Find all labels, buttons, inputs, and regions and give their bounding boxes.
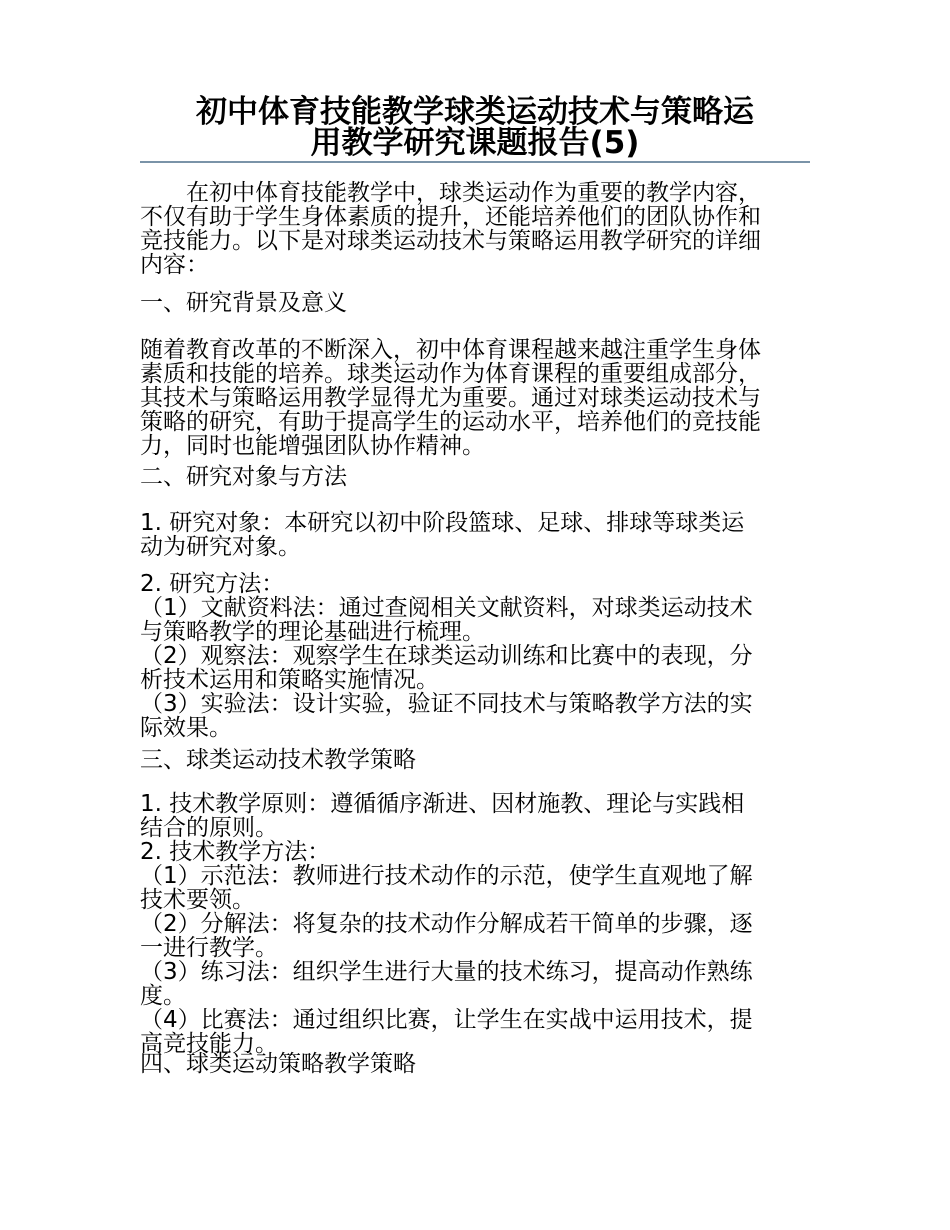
title-line-1: 初中体育技能教学球类运动技术与策略运 xyxy=(196,94,754,130)
intro-line: 在初中体育技能教学中，球类运动作为重要的教学内容， xyxy=(140,180,761,206)
section-heading-1: 一、研究背景及意义 xyxy=(140,290,347,316)
research-methods xyxy=(140,572,812,740)
background-line: 力，同时也能增强团队协作精神。 xyxy=(140,433,485,459)
strategy-line: 2. 技术教学方法： xyxy=(140,839,331,865)
strategy-line: 结合的原则。 xyxy=(140,815,278,841)
strategy-line: 技术要领。 xyxy=(140,887,255,913)
methods-line: （1）文献资料法：通过查阅相关文献资料，对球类运动技术 xyxy=(140,595,753,621)
section-heading-3: 三、球类运动技术教学策略 xyxy=(140,747,416,773)
research-objects xyxy=(140,511,812,559)
section-heading-2: 二、研究对象与方法 xyxy=(140,464,347,490)
methods-line: （2）观察法：观察学生在球类运动训练和比赛中的表现，分 xyxy=(140,643,753,669)
methods-line: 2. 研究方法： xyxy=(140,571,285,597)
strategy-line: （1）示范法：教师进行技术动作的示范，使学生直观地了解 xyxy=(140,863,753,889)
strategy-line: 高竞技能力。 xyxy=(140,1031,278,1057)
intro-line: 不仅有助于学生身体素质的提升，还能培养他们的团队协作和 xyxy=(140,204,761,230)
strategy-line: 一进行教学。 xyxy=(140,935,278,961)
background-line: 随着教育改革的不断深入，初中体育课程越来越注重学生身体 xyxy=(140,337,761,363)
background-line: 素质和技能的培养。球类运动作为体育课程的重要组成部分， xyxy=(140,361,761,387)
section-heading-4: 四、球类运动策略教学策略 xyxy=(140,1051,416,1077)
background-paragraph xyxy=(140,338,812,458)
objects-line: 1. 研究对象：本研究以初中阶段篮球、足球、排球等球类运 xyxy=(140,510,745,536)
document-title xyxy=(140,94,810,161)
strategy-line: （4）比赛法：通过组织比赛，让学生在实战中运用技术，提 xyxy=(140,1007,753,1033)
strategy-line: （3）练习法：组织学生进行大量的技术练习，提高动作熟练 xyxy=(140,959,753,985)
intro-paragraph xyxy=(140,181,812,277)
methods-line: （3）实验法：设计实验，验证不同技术与策略教学方法的实 xyxy=(140,691,753,717)
objects-line: 动为研究对象。 xyxy=(140,534,301,560)
intro-line: 内容： xyxy=(140,252,209,278)
intro-line: 竞技能力。以下是对球类运动技术与策略运用教学研究的详细 xyxy=(140,228,761,254)
strategy-line: 度。 xyxy=(140,983,186,1009)
technique-strategies xyxy=(140,792,812,1056)
title-underline xyxy=(140,161,810,163)
strategy-line: 1. 技术教学原则：遵循循序渐进、因材施教、理论与实践相 xyxy=(140,791,745,817)
methods-line: 与策略教学的理论基础进行梳理。 xyxy=(140,619,485,645)
background-line: 其技术与策略运用教学显得尤为重要。通过对球类运动技术与 xyxy=(140,385,761,411)
strategy-line: （2）分解法：将复杂的技术动作分解成若干简单的步骤，逐 xyxy=(140,911,753,937)
methods-line: 际效果。 xyxy=(140,715,232,741)
methods-line: 析技术运用和策略实施情况。 xyxy=(140,667,439,693)
title-line-2: 用教学研究课题报告(5) xyxy=(310,125,640,161)
background-line: 策略的研究，有助于提高学生的运动水平，培养他们的竞技能 xyxy=(140,409,761,435)
